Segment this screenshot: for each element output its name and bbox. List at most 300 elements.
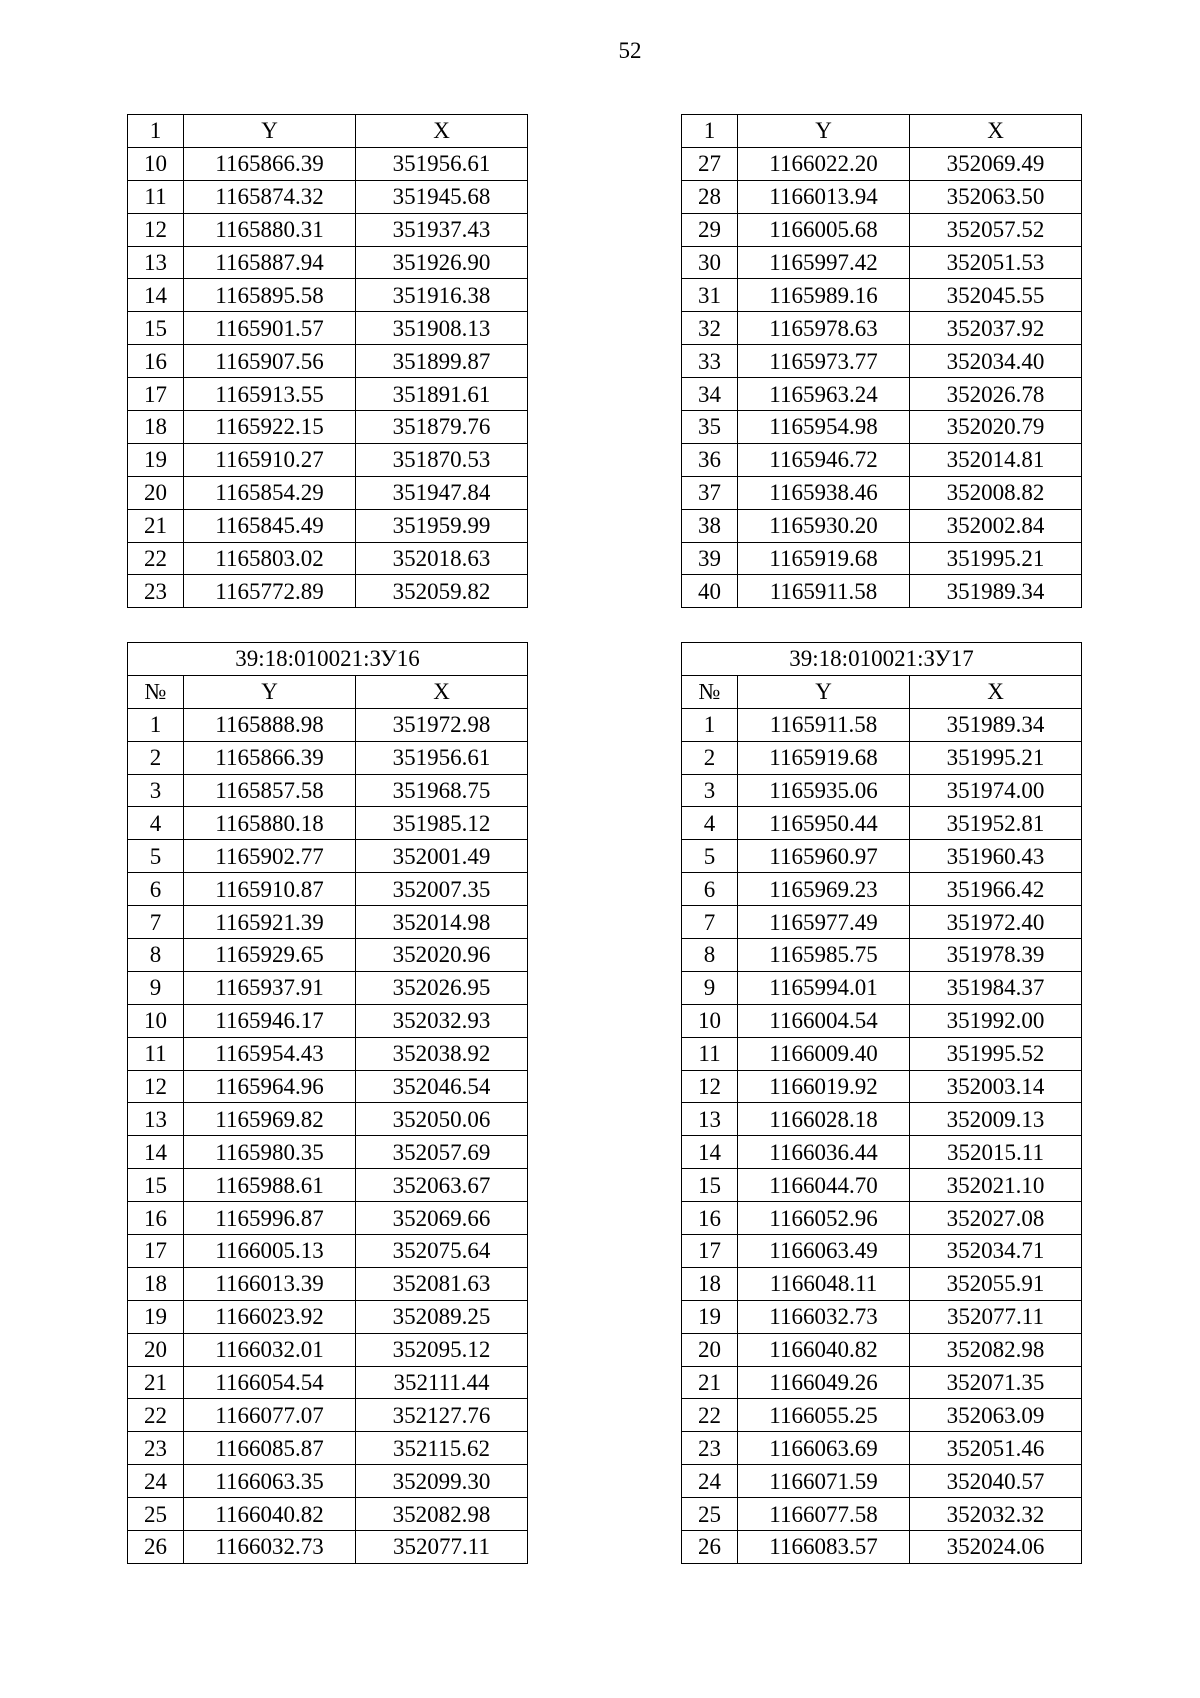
x-coordinate-cell: 351989.34 <box>910 575 1082 608</box>
point-number-cell: 16 <box>128 345 184 378</box>
x-coordinate-cell: 352026.95 <box>356 971 528 1004</box>
y-coordinate-cell: 1165919.68 <box>738 741 910 774</box>
point-number-cell: 15 <box>128 1169 184 1202</box>
point-number-cell: 14 <box>128 279 184 312</box>
point-number-cell: 29 <box>682 213 738 246</box>
point-number-cell: 11 <box>128 180 184 213</box>
y-coordinate-cell: 1166048.11 <box>738 1267 910 1300</box>
table-row <box>128 1399 528 1432</box>
header-y: Y <box>184 115 356 148</box>
point-number-cell: 5 <box>128 840 184 873</box>
table-row <box>128 1235 528 1268</box>
point-number-cell: 32 <box>682 312 738 345</box>
table-row <box>682 741 1082 774</box>
point-number-cell: 26 <box>682 1531 738 1564</box>
point-number-cell: 12 <box>682 1070 738 1103</box>
y-coordinate-cell: 1166040.82 <box>738 1333 910 1366</box>
x-coordinate-cell: 352021.10 <box>910 1169 1082 1202</box>
point-number-cell: 17 <box>128 1235 184 1268</box>
table-row <box>682 1333 1082 1366</box>
x-coordinate-cell: 351995.21 <box>910 542 1082 575</box>
header-number: 1 <box>128 115 184 148</box>
point-number-cell: 15 <box>682 1169 738 1202</box>
point-number-cell: 10 <box>128 147 184 180</box>
coordinates-table-zu16 <box>127 642 528 1564</box>
y-coordinate-cell: 1166055.25 <box>738 1399 910 1432</box>
x-coordinate-cell: 352014.98 <box>356 906 528 939</box>
table-row <box>128 906 528 939</box>
table-row <box>682 147 1082 180</box>
point-number-cell: 25 <box>128 1498 184 1531</box>
x-coordinate-cell: 352018.63 <box>356 542 528 575</box>
point-number-cell: 27 <box>682 147 738 180</box>
point-number-cell: 22 <box>128 1399 184 1432</box>
y-coordinate-cell: 1165888.98 <box>184 708 356 741</box>
y-coordinate-cell: 1166009.40 <box>738 1037 910 1070</box>
point-number-cell: 3 <box>682 774 738 807</box>
table-row <box>682 476 1082 509</box>
x-coordinate-cell: 352027.08 <box>910 1202 1082 1235</box>
point-number-cell: 24 <box>128 1465 184 1498</box>
table-row <box>128 246 528 279</box>
table-row <box>128 1202 528 1235</box>
x-coordinate-cell: 352008.82 <box>910 476 1082 509</box>
table-row <box>682 906 1082 939</box>
point-number-cell: 7 <box>682 906 738 939</box>
x-coordinate-cell: 352095.12 <box>356 1333 528 1366</box>
point-number-cell: 7 <box>128 906 184 939</box>
y-coordinate-cell: 1165930.20 <box>738 509 910 542</box>
point-number-cell: 39 <box>682 542 738 575</box>
x-coordinate-cell: 351945.68 <box>356 180 528 213</box>
point-number-cell: 10 <box>682 1004 738 1037</box>
x-coordinate-cell: 351984.37 <box>910 971 1082 1004</box>
x-coordinate-cell: 352002.84 <box>910 509 1082 542</box>
x-coordinate-cell: 352020.79 <box>910 411 1082 444</box>
y-coordinate-cell: 1166032.73 <box>738 1300 910 1333</box>
point-number-cell: 5 <box>682 840 738 873</box>
point-number-cell: 37 <box>682 476 738 509</box>
table-row <box>682 1202 1082 1235</box>
y-coordinate-cell: 1166013.94 <box>738 180 910 213</box>
point-number-cell: 9 <box>682 971 738 1004</box>
table-row <box>682 1300 1082 1333</box>
x-coordinate-cell: 352045.55 <box>910 279 1082 312</box>
point-number-cell: 21 <box>128 509 184 542</box>
y-coordinate-cell: 1165910.87 <box>184 873 356 906</box>
table-row <box>128 279 528 312</box>
y-coordinate-cell: 1165978.63 <box>738 312 910 345</box>
x-coordinate-cell: 352069.49 <box>910 147 1082 180</box>
table-row <box>682 840 1082 873</box>
x-coordinate-cell: 351870.53 <box>356 443 528 476</box>
table-row <box>682 312 1082 345</box>
y-coordinate-cell: 1165911.58 <box>738 575 910 608</box>
x-coordinate-cell: 352089.25 <box>356 1300 528 1333</box>
y-coordinate-cell: 1165919.68 <box>738 542 910 575</box>
y-coordinate-cell: 1166013.39 <box>184 1267 356 1300</box>
table-row <box>682 509 1082 542</box>
y-coordinate-cell: 1165980.35 <box>184 1136 356 1169</box>
table-row <box>128 807 528 840</box>
x-coordinate-cell: 352063.09 <box>910 1399 1082 1432</box>
y-coordinate-cell: 1165963.24 <box>738 378 910 411</box>
y-coordinate-cell: 1165854.29 <box>184 476 356 509</box>
y-coordinate-cell: 1166063.69 <box>738 1432 910 1465</box>
table-row <box>682 1366 1082 1399</box>
table-row <box>128 971 528 1004</box>
point-number-cell: 1 <box>128 708 184 741</box>
y-coordinate-cell: 1166023.92 <box>184 1300 356 1333</box>
y-coordinate-cell: 1166032.01 <box>184 1333 356 1366</box>
table-row <box>682 1070 1082 1103</box>
table-row <box>128 411 528 444</box>
table-row <box>682 1037 1082 1070</box>
y-coordinate-cell: 1166052.96 <box>738 1202 910 1235</box>
y-coordinate-cell: 1165973.77 <box>738 345 910 378</box>
y-coordinate-cell: 1165866.39 <box>184 147 356 180</box>
x-coordinate-cell: 351978.39 <box>910 939 1082 972</box>
y-coordinate-cell: 1165929.65 <box>184 939 356 972</box>
y-coordinate-cell: 1165922.15 <box>184 411 356 444</box>
table-row <box>128 708 528 741</box>
point-number-cell: 6 <box>682 873 738 906</box>
x-coordinate-cell: 351916.38 <box>356 279 528 312</box>
y-coordinate-cell: 1165937.91 <box>184 971 356 1004</box>
x-coordinate-cell: 351956.61 <box>356 741 528 774</box>
table-row <box>682 279 1082 312</box>
point-number-cell: 18 <box>682 1267 738 1300</box>
point-number-cell: 12 <box>128 213 184 246</box>
table-row <box>682 1169 1082 1202</box>
table-row <box>128 840 528 873</box>
x-coordinate-cell: 352111.44 <box>356 1366 528 1399</box>
point-number-cell: 16 <box>682 1202 738 1235</box>
y-coordinate-cell: 1165895.58 <box>184 279 356 312</box>
x-coordinate-cell: 351968.75 <box>356 774 528 807</box>
point-number-cell: 25 <box>682 1498 738 1531</box>
x-coordinate-cell: 352063.50 <box>910 180 1082 213</box>
table-row <box>128 873 528 906</box>
y-coordinate-cell: 1165907.56 <box>184 345 356 378</box>
table-row <box>682 1531 1082 1564</box>
y-coordinate-cell: 1166005.68 <box>738 213 910 246</box>
x-coordinate-cell: 352034.71 <box>910 1235 1082 1268</box>
y-coordinate-cell: 1165803.02 <box>184 542 356 575</box>
table-row <box>128 1004 528 1037</box>
header-number: № <box>682 675 738 708</box>
table-row <box>682 939 1082 972</box>
table-row <box>682 1103 1082 1136</box>
header-x: X <box>356 675 528 708</box>
x-coordinate-cell: 351995.21 <box>910 741 1082 774</box>
x-coordinate-cell: 352046.54 <box>356 1070 528 1103</box>
y-coordinate-cell: 1166063.35 <box>184 1465 356 1498</box>
y-coordinate-cell: 1166054.54 <box>184 1366 356 1399</box>
x-coordinate-cell: 352003.14 <box>910 1070 1082 1103</box>
point-number-cell: 28 <box>682 180 738 213</box>
y-coordinate-cell: 1165964.96 <box>184 1070 356 1103</box>
point-number-cell: 19 <box>128 443 184 476</box>
table-row <box>682 1432 1082 1465</box>
header-y: Y <box>184 675 356 708</box>
header-x: X <box>910 115 1082 148</box>
table-header-row <box>682 115 1082 148</box>
y-coordinate-cell: 1165988.61 <box>184 1169 356 1202</box>
y-coordinate-cell: 1165910.27 <box>184 443 356 476</box>
x-coordinate-cell: 352077.11 <box>356 1531 528 1564</box>
point-number-cell: 8 <box>682 939 738 972</box>
coordinates-table-continued-right <box>681 114 1082 608</box>
y-coordinate-cell: 1166032.73 <box>184 1531 356 1564</box>
table-row <box>128 213 528 246</box>
point-number-cell: 35 <box>682 411 738 444</box>
table-row <box>682 246 1082 279</box>
point-number-cell: 22 <box>682 1399 738 1432</box>
table-row <box>682 873 1082 906</box>
y-coordinate-cell: 1165938.46 <box>738 476 910 509</box>
point-number-cell: 8 <box>128 939 184 972</box>
x-coordinate-cell: 351972.40 <box>910 906 1082 939</box>
y-coordinate-cell: 1166083.57 <box>738 1531 910 1564</box>
y-coordinate-cell: 1165960.97 <box>738 840 910 873</box>
coordinates-table-zu17 <box>681 642 1082 1564</box>
table-row <box>682 1267 1082 1300</box>
table-row <box>682 378 1082 411</box>
point-number-cell: 2 <box>682 741 738 774</box>
point-number-cell: 6 <box>128 873 184 906</box>
table-row <box>128 774 528 807</box>
x-coordinate-cell: 351937.43 <box>356 213 528 246</box>
table-row <box>128 147 528 180</box>
y-coordinate-cell: 1165996.87 <box>184 1202 356 1235</box>
table-row <box>128 378 528 411</box>
point-number-cell: 20 <box>128 476 184 509</box>
x-coordinate-cell: 351974.00 <box>910 774 1082 807</box>
page-number: 52 <box>618 38 642 63</box>
x-coordinate-cell: 352026.78 <box>910 378 1082 411</box>
x-coordinate-cell: 351959.99 <box>356 509 528 542</box>
point-number-cell: 38 <box>682 509 738 542</box>
x-coordinate-cell: 351952.81 <box>910 807 1082 840</box>
x-coordinate-cell: 352063.67 <box>356 1169 528 1202</box>
point-number-cell: 40 <box>682 575 738 608</box>
table-row <box>682 213 1082 246</box>
table-row <box>128 575 528 608</box>
table-row <box>682 1136 1082 1169</box>
point-number-cell: 13 <box>682 1103 738 1136</box>
point-number-cell: 4 <box>128 807 184 840</box>
point-number-cell: 16 <box>128 1202 184 1235</box>
x-coordinate-cell: 351879.76 <box>356 411 528 444</box>
table-row <box>682 1004 1082 1037</box>
x-coordinate-cell: 352009.13 <box>910 1103 1082 1136</box>
point-number-cell: 23 <box>128 575 184 608</box>
x-coordinate-cell: 352032.93 <box>356 1004 528 1037</box>
point-number-cell: 14 <box>682 1136 738 1169</box>
y-coordinate-cell: 1165969.23 <box>738 873 910 906</box>
x-coordinate-cell: 352059.82 <box>356 575 528 608</box>
header-number: № <box>128 675 184 708</box>
table-row <box>128 1103 528 1136</box>
x-coordinate-cell: 352099.30 <box>356 1465 528 1498</box>
table-row <box>128 1267 528 1300</box>
y-coordinate-cell: 1165997.42 <box>738 246 910 279</box>
table-title-row <box>682 643 1082 676</box>
x-coordinate-cell: 352069.66 <box>356 1202 528 1235</box>
table-row <box>682 345 1082 378</box>
point-number-cell: 30 <box>682 246 738 279</box>
table-title: 39:18:010021:ЗУ16 <box>128 643 528 676</box>
table-row <box>682 575 1082 608</box>
point-number-cell: 18 <box>128 411 184 444</box>
table-row <box>128 1136 528 1169</box>
table-header-row <box>128 675 528 708</box>
point-number-cell: 21 <box>682 1366 738 1399</box>
table-title: 39:18:010021:ЗУ17 <box>682 643 1082 676</box>
y-coordinate-cell: 1166040.82 <box>184 1498 356 1531</box>
y-coordinate-cell: 1165857.58 <box>184 774 356 807</box>
table-row <box>682 774 1082 807</box>
point-number-cell: 19 <box>682 1300 738 1333</box>
point-number-cell: 4 <box>682 807 738 840</box>
y-coordinate-cell: 1165845.49 <box>184 509 356 542</box>
x-coordinate-cell: 352115.62 <box>356 1432 528 1465</box>
point-number-cell: 17 <box>682 1235 738 1268</box>
table-row <box>682 1235 1082 1268</box>
y-coordinate-cell: 1165935.06 <box>738 774 910 807</box>
x-coordinate-cell: 352082.98 <box>910 1333 1082 1366</box>
table-row <box>682 411 1082 444</box>
table-row <box>682 807 1082 840</box>
y-coordinate-cell: 1166085.87 <box>184 1432 356 1465</box>
point-number-cell: 33 <box>682 345 738 378</box>
table-row <box>128 1300 528 1333</box>
y-coordinate-cell: 1165911.58 <box>738 708 910 741</box>
x-coordinate-cell: 352040.57 <box>910 1465 1082 1498</box>
x-coordinate-cell: 351960.43 <box>910 840 1082 873</box>
table-header-row <box>128 115 528 148</box>
table-row <box>682 1498 1082 1531</box>
x-coordinate-cell: 352014.81 <box>910 443 1082 476</box>
y-coordinate-cell: 1165946.72 <box>738 443 910 476</box>
x-coordinate-cell: 351972.98 <box>356 708 528 741</box>
y-coordinate-cell: 1165946.17 <box>184 1004 356 1037</box>
table-row <box>128 345 528 378</box>
x-coordinate-cell: 352075.64 <box>356 1235 528 1268</box>
y-coordinate-cell: 1165772.89 <box>184 575 356 608</box>
x-coordinate-cell: 351947.84 <box>356 476 528 509</box>
point-number-cell: 13 <box>128 246 184 279</box>
y-coordinate-cell: 1165954.98 <box>738 411 910 444</box>
table-row <box>682 180 1082 213</box>
header-x: X <box>356 115 528 148</box>
y-coordinate-cell: 1165880.18 <box>184 807 356 840</box>
table-row <box>128 1498 528 1531</box>
y-coordinate-cell: 1165921.39 <box>184 906 356 939</box>
point-number-cell: 2 <box>128 741 184 774</box>
table-row <box>128 1070 528 1103</box>
x-coordinate-cell: 351891.61 <box>356 378 528 411</box>
table-row <box>682 708 1082 741</box>
point-number-cell: 34 <box>682 378 738 411</box>
point-number-cell: 3 <box>128 774 184 807</box>
table-row <box>128 1366 528 1399</box>
header-y: Y <box>738 115 910 148</box>
point-number-cell: 21 <box>128 1366 184 1399</box>
y-coordinate-cell: 1166019.92 <box>738 1070 910 1103</box>
point-number-cell: 20 <box>128 1333 184 1366</box>
table-row <box>128 542 528 575</box>
point-number-cell: 31 <box>682 279 738 312</box>
table-row <box>128 180 528 213</box>
table-row <box>128 1465 528 1498</box>
point-number-cell: 23 <box>682 1432 738 1465</box>
point-number-cell: 26 <box>128 1531 184 1564</box>
table-row <box>682 443 1082 476</box>
y-coordinate-cell: 1166063.49 <box>738 1235 910 1268</box>
x-coordinate-cell: 351908.13 <box>356 312 528 345</box>
table-row <box>682 542 1082 575</box>
x-coordinate-cell: 351956.61 <box>356 147 528 180</box>
point-number-cell: 18 <box>128 1267 184 1300</box>
table-row <box>128 1531 528 1564</box>
table-row <box>128 741 528 774</box>
y-coordinate-cell: 1166077.07 <box>184 1399 356 1432</box>
point-number-cell: 13 <box>128 1103 184 1136</box>
point-number-cell: 11 <box>128 1037 184 1070</box>
y-coordinate-cell: 1166044.70 <box>738 1169 910 1202</box>
table-row <box>128 939 528 972</box>
table-row <box>128 509 528 542</box>
x-coordinate-cell: 352034.40 <box>910 345 1082 378</box>
x-coordinate-cell: 352024.06 <box>910 1531 1082 1564</box>
x-coordinate-cell: 351966.42 <box>910 873 1082 906</box>
point-number-cell: 23 <box>128 1432 184 1465</box>
point-number-cell: 1 <box>682 708 738 741</box>
table-row <box>128 312 528 345</box>
header-x: X <box>910 675 1082 708</box>
y-coordinate-cell: 1166036.44 <box>738 1136 910 1169</box>
y-coordinate-cell: 1166022.20 <box>738 147 910 180</box>
x-coordinate-cell: 351899.87 <box>356 345 528 378</box>
point-number-cell: 14 <box>128 1136 184 1169</box>
y-coordinate-cell: 1166071.59 <box>738 1465 910 1498</box>
y-coordinate-cell: 1165985.75 <box>738 939 910 972</box>
y-coordinate-cell: 1165902.77 <box>184 840 356 873</box>
x-coordinate-cell: 352007.35 <box>356 873 528 906</box>
x-coordinate-cell: 352057.52 <box>910 213 1082 246</box>
header-number: 1 <box>682 115 738 148</box>
coordinates-table-continued-left <box>127 114 528 608</box>
point-number-cell: 36 <box>682 443 738 476</box>
point-number-cell: 10 <box>128 1004 184 1037</box>
x-coordinate-cell: 351926.90 <box>356 246 528 279</box>
y-coordinate-cell: 1166028.18 <box>738 1103 910 1136</box>
x-coordinate-cell: 352127.76 <box>356 1399 528 1432</box>
table-row <box>682 971 1082 1004</box>
x-coordinate-cell: 351989.34 <box>910 708 1082 741</box>
x-coordinate-cell: 352081.63 <box>356 1267 528 1300</box>
y-coordinate-cell: 1166004.54 <box>738 1004 910 1037</box>
x-coordinate-cell: 351995.52 <box>910 1037 1082 1070</box>
y-coordinate-cell: 1165950.44 <box>738 807 910 840</box>
x-coordinate-cell: 352055.91 <box>910 1267 1082 1300</box>
y-coordinate-cell: 1165887.94 <box>184 246 356 279</box>
table-title-row <box>128 643 528 676</box>
x-coordinate-cell: 352077.11 <box>910 1300 1082 1333</box>
y-coordinate-cell: 1165866.39 <box>184 741 356 774</box>
